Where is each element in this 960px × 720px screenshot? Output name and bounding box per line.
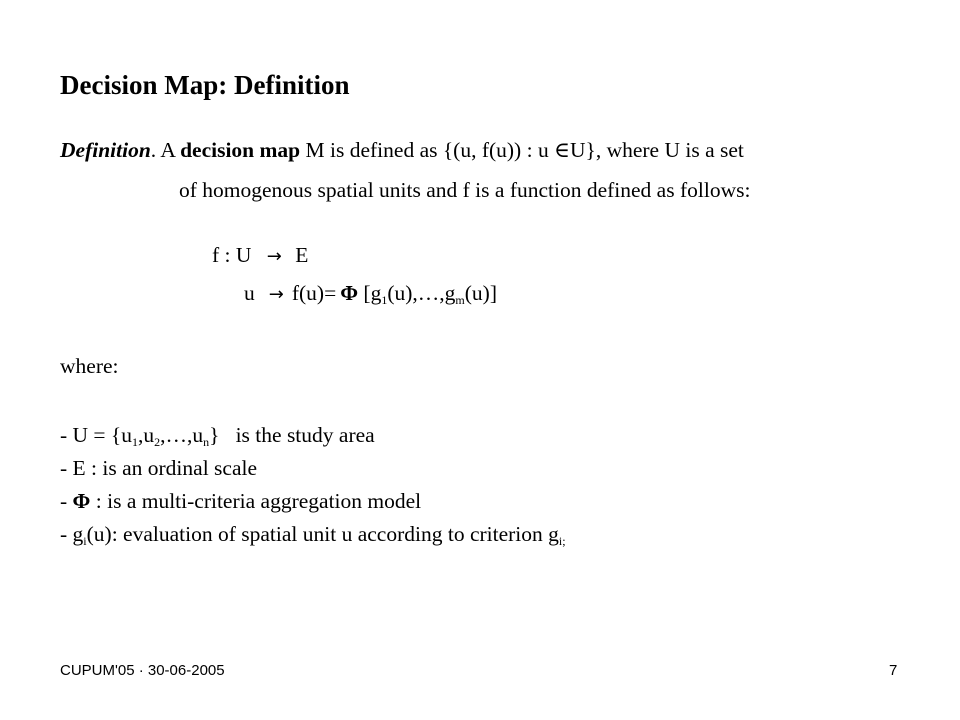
- footer-left: CUPUM'05 · 30-06-2005: [60, 662, 225, 679]
- definition-rest: M is defined as {(u, f(u)) : u ∈U}, where U is a set: [300, 138, 744, 162]
- definition-term: decision map: [180, 138, 301, 162]
- item-evaluation: [60, 524, 566, 546]
- phi-symbol: Φ: [340, 281, 359, 305]
- formula2-subm: m: [455, 293, 465, 307]
- formula2-sub1: 1: [381, 293, 388, 307]
- g-sub: i: [83, 534, 87, 548]
- phi-text: : is a multi-criteria aggregation model: [90, 489, 422, 513]
- where-label: where:: [60, 354, 119, 378]
- g-text: (u): evaluation of spatial unit u according to criterion g: [86, 522, 559, 546]
- formula2-open: [g: [358, 281, 382, 305]
- item-ordinal-scale: - E : is an ordinal scale: [60, 456, 258, 480]
- g-prefix: - g: [60, 522, 84, 546]
- page-number: 7: [889, 662, 898, 679]
- u-prefix: - U = {u: [60, 423, 133, 447]
- item-aggregation-model: [60, 491, 421, 513]
- formula1-right: E: [295, 243, 309, 267]
- formula2-mid: (u),…,g: [387, 281, 456, 305]
- definition-lead: Definition: [60, 138, 151, 162]
- definition-line-2: of homogenous spatial units and f is a function defined as follows:: [179, 178, 751, 202]
- phi-symbol: Φ: [72, 489, 91, 513]
- formula-line-1: [212, 245, 308, 267]
- u-mid: ,…,u: [160, 423, 204, 447]
- formula2-close: (u)]: [464, 281, 497, 305]
- formula-line-2: [244, 283, 497, 305]
- definition-a: A: [156, 138, 181, 162]
- arrow-icon: →: [268, 284, 284, 305]
- definition-line-1: [60, 140, 744, 162]
- u-suffix: } is the study area: [209, 423, 375, 447]
- slide-title: Decision Map: Definition: [60, 70, 350, 100]
- item-study-area: [60, 425, 375, 447]
- u-sub2: 2: [154, 435, 161, 449]
- formula1-left: f : U: [212, 243, 252, 267]
- phi-prefix: -: [60, 489, 73, 513]
- formula2-left: u: [244, 281, 255, 305]
- g-sub2: i;: [558, 534, 566, 548]
- definition-period: .: [150, 138, 157, 162]
- u-comma1: ,u: [138, 423, 155, 447]
- formula2-fu: f(u)=: [291, 281, 337, 305]
- arrow-icon: →: [266, 246, 282, 267]
- u-sub1: 1: [132, 435, 139, 449]
- u-subn: n: [203, 435, 210, 449]
